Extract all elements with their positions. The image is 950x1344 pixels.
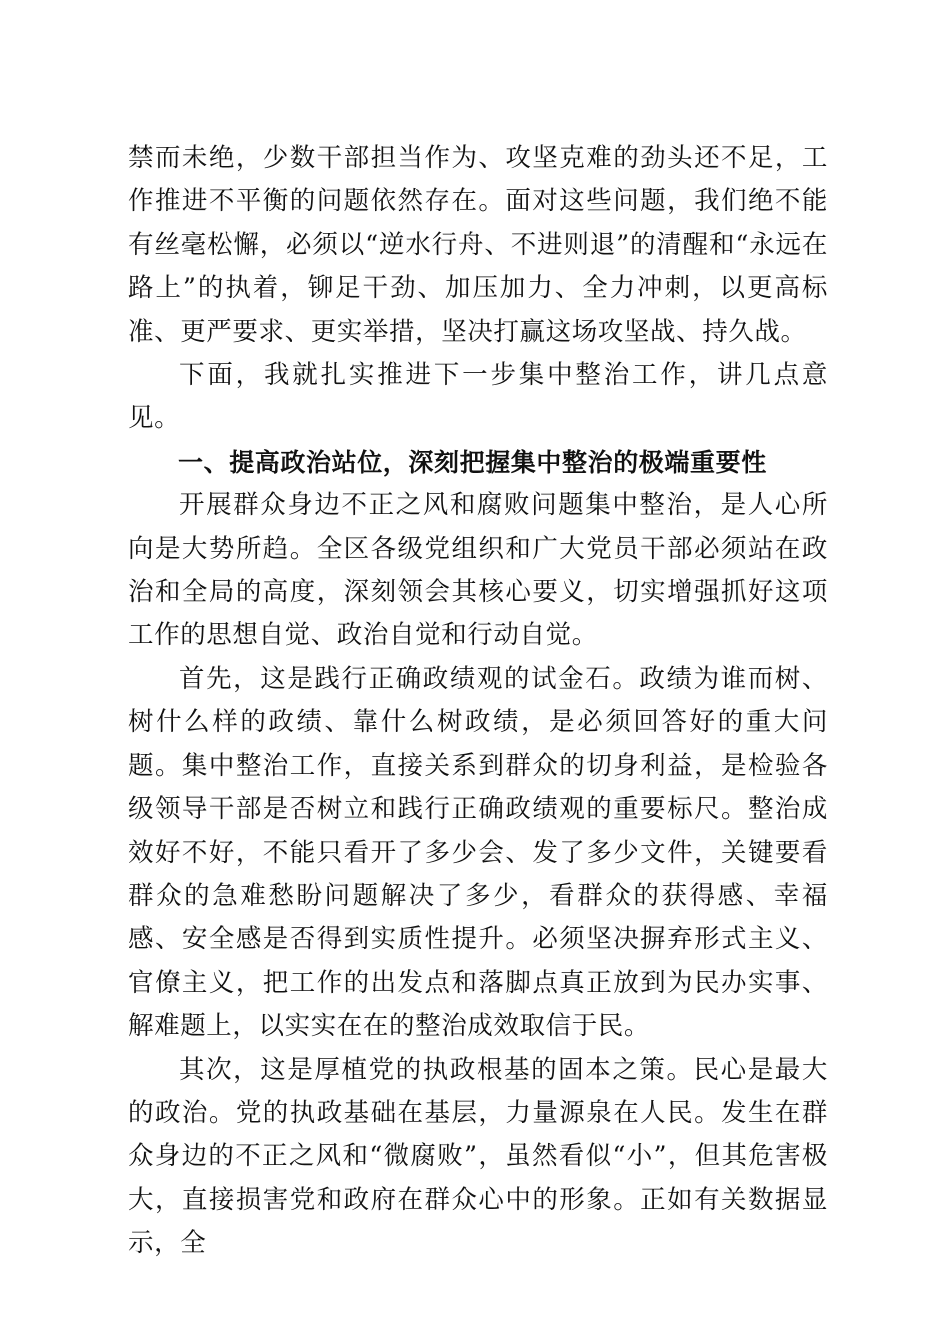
paragraph-body: 首先，这是践行正确政绩观的试金石。政绩为谁而树、树什么样的政绩、靠什么树政绩，是必须回答好的重大问题。集中整治工作，直接关系到群众的切身利益，是检验各级领导干部是否树立和践行正确政绩观的重要标尺。整治成效好不好，不能只看开了多少会、发了多少文件，关键要看群众的急难愁盼问题解决了多少，看群众的获得感、幸福感、安全感是否得到实质性提升。必须坚决摒弃形式主义、官僚主义，把工作的出发点和落脚点真正放到为民办实事、解难题上，以实实在在的整治成效取信于民。 [128,663,828,1042]
section-heading: 一、提高政治站位，深刻把握集中整治的极端重要性 [178,447,767,477]
paragraph-intro: 下面，我就扎实推进下一步集中整治工作，讲几点意见。 [128,360,828,434]
paragraph-continuation: 禁而未绝，少数干部担当作为、攻坚克难的劲头还不足，工作推进不平衡的问题依然存在。面对这些问题，我们绝不能有丝毫松懈，必须以“逆水行舟、不进则退”的清醒和“永远在路上”的执着，铆足干劲、加压加力、全力冲刺，以更高标准、更严要求、更实举措，坚决打赢这场攻坚战、持久战。 [128,143,828,347]
paragraph-body: 开展群众身边不正之风和腐败问题集中整治，是人心所向是大势所趋。全区各级党组织和广大党员干部必须站在政治和全局的高度，深刻领会其核心要义，切实增强抓好这项工作的思想自觉、政治自觉和行动自觉。 [128,490,828,651]
document-body [128,137,828,1266]
paragraph-body: 其次，这是厚植党的执政根基的固本之策。民心是最大的政治。党的执政基础在基层，力量源泉在人民。发生在群众身边的不正之风和“微腐败”，虽然看似“小”，但其危害极大，直接损害党和政府在群众心中的形象。正如有关数据显示，全 [128,1054,828,1259]
